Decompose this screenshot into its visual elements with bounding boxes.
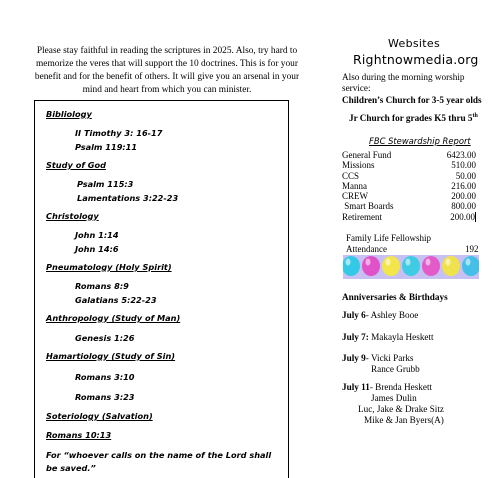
scripture-ref: Romans 3:23 (75, 392, 135, 402)
scripture-ref: Psalm 115:3 (77, 179, 134, 189)
scripture-ref: Psalm 119:11 (75, 142, 138, 152)
celebration-date: July 11 (342, 382, 370, 392)
stewardship-row (342, 201, 476, 211)
scripture-ref: Romans 8:9 (75, 281, 129, 291)
balloon-highlight (446, 259, 451, 266)
attendance-label: Attendance (346, 244, 387, 254)
stewardship-row (342, 160, 476, 170)
celebration-entry (342, 382, 432, 392)
fund-value: 6423.00 (446, 150, 476, 160)
intro-line: memorize the veres that will support the 10 doctrines. This is for your (35, 59, 298, 69)
celebration-entry (342, 332, 434, 342)
celebrations-title: Anniversaries & Birthdays (342, 292, 448, 302)
salvation-quote: For “whoever calls on the name of the Lord shall be saved.” (46, 450, 272, 473)
balloon-highlight (466, 259, 471, 266)
scripture-ref: Romans 3:10 (75, 372, 135, 382)
celebration-date: July 7: (342, 332, 369, 342)
doctrine-heading-bibliology: Bibliology (46, 109, 92, 119)
scripture-ref: II Timothy 3: 16-17 (75, 128, 163, 138)
balloon-highlight (406, 259, 411, 266)
worship-note-line: Also during the morning worship (342, 72, 465, 82)
balloon (402, 256, 420, 276)
websites-url[interactable]: Rightnowmedia.org (353, 52, 479, 67)
fund-value: 200.00 (450, 211, 475, 222)
scripture-ref: John 14:6 (75, 244, 119, 254)
doctrine-heading-christology: Christology (46, 211, 99, 221)
fund-value: 800.00 (451, 201, 476, 212)
celebration-entry (342, 310, 418, 320)
fund-label: Smart Boards (342, 201, 394, 212)
celebration-date: July 9 (342, 353, 366, 363)
jr-church-text: Jr Church for grades K5 thru 5 (349, 113, 473, 124)
celebration-name: James Dulin (371, 393, 417, 403)
fund-label: Retirement (342, 211, 382, 222)
intro-line: Please stay faithful in reading the scriptures in 2025. Also, try hard to (36, 46, 298, 56)
doctrine-soteriology-ref: Romans 10:13 (46, 430, 112, 440)
childrens-church-note: Children’s Church for 3-5 year olds (342, 95, 482, 105)
stewardship-table (342, 150, 476, 222)
fellowship-label: Family Life Fellowship (346, 233, 431, 243)
scripture-ref: Genesis 1:26 (75, 333, 135, 343)
balloons-image (343, 255, 479, 279)
balloon-highlight (346, 259, 351, 266)
celebration-date: July 6 (342, 310, 366, 320)
stewardship-row (342, 150, 476, 160)
jr-church-sup: th (472, 113, 478, 119)
doctrine-heading-soteriology: Soteriology (Salvation) (46, 411, 153, 421)
attendance-count: 192 (465, 244, 479, 254)
fund-label: Missions (342, 160, 375, 171)
doctrine-heading-anthropology: Anthropology (Study of Man) (46, 313, 181, 323)
fund-value: 50.00 (455, 170, 476, 181)
balloon-highlight (366, 259, 371, 266)
fund-value: 200.00 (451, 191, 476, 202)
fund-value: 216.00 (451, 180, 476, 191)
balloon-highlight (386, 259, 391, 266)
celebration-names: Makayla Heskett (368, 332, 434, 342)
balloon-highlight (426, 259, 431, 266)
stewardship-title: FBC Stewardship Report (369, 136, 471, 146)
websites-title: Websites (388, 37, 440, 50)
fund-value: 510.00 (451, 160, 476, 171)
celebration-name: Rance Grubb (371, 364, 420, 374)
balloon (422, 256, 440, 276)
stewardship-row (342, 191, 476, 201)
celebration-name: Mike & Jan Byers(A) (364, 415, 444, 425)
scripture-ref: Galatians 5:22-23 (75, 295, 157, 305)
balloon (442, 256, 460, 276)
stewardship-row (342, 171, 476, 181)
celebration-name: Luc, Jake & Drake Sitz (358, 404, 444, 414)
celebration-names: - Brenda Heskett (369, 382, 433, 392)
jr-church-note (349, 113, 478, 123)
intro-paragraph (26, 45, 308, 97)
scripture-ref: Lamentations 3:22-23 (77, 193, 179, 203)
celebration-names: - Ashley Booe (365, 310, 419, 320)
doctrine-heading-god: Study of God (46, 160, 106, 170)
stewardship-row (342, 212, 476, 222)
fund-label: CCS (342, 170, 360, 181)
celebration-entry (342, 353, 414, 363)
balloon (382, 256, 400, 276)
doctrine-heading-hamartiology: Hamartiology (Study of Sin) (46, 351, 176, 361)
stewardship-row (342, 181, 476, 191)
worship-note-line: service: (342, 83, 371, 93)
doctrine-scripture-box (34, 100, 289, 478)
fund-label: General Fund (342, 150, 392, 160)
scripture-ref: John 1:14 (75, 230, 119, 240)
doctrine-heading-pneumatology: Pneumatology (Holy Spirit) (46, 262, 172, 272)
celebration-names: - Vicki Parks (365, 353, 414, 363)
intro-line: benefit and for the benefit of others. It will give you an arsenal in your (34, 72, 300, 82)
balloon (362, 256, 380, 276)
fund-label: CREW (342, 191, 368, 202)
intro-line: mind and heart from which you can minister. (82, 85, 252, 95)
fund-label: Manna (342, 180, 367, 191)
